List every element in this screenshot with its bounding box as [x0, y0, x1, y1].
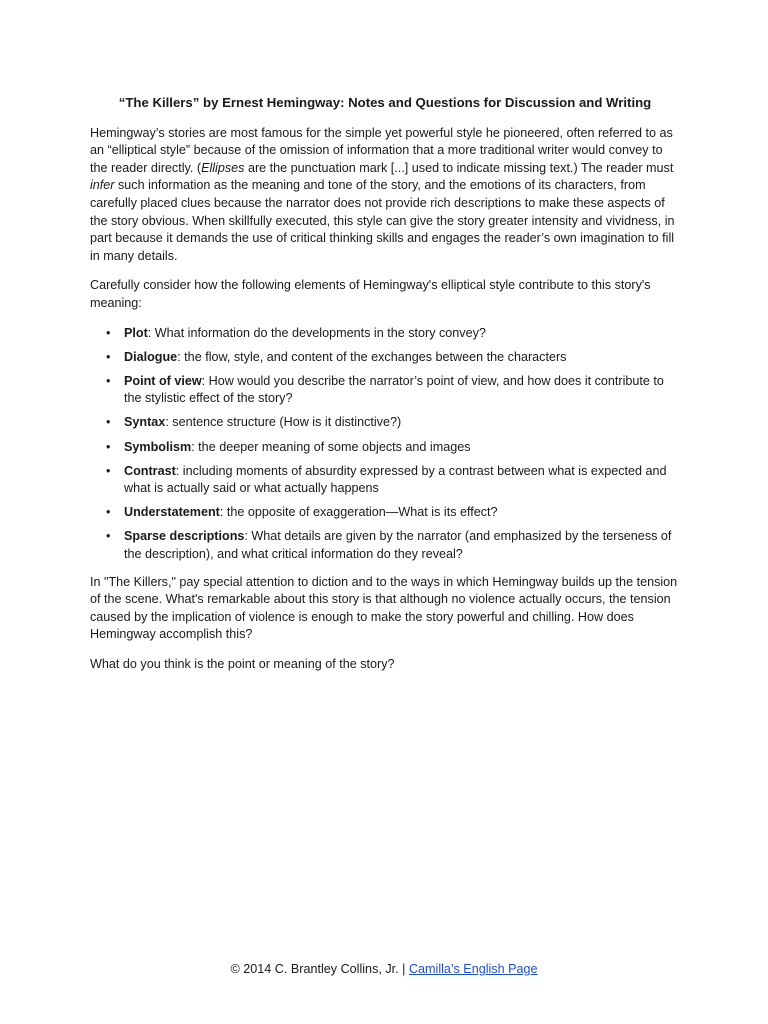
term-plot: Plot: [124, 325, 148, 340]
style-elements-list: [90, 325, 680, 564]
intro-text-2: are the punctuation mark [...] used to indicate missing text.) The reader must: [244, 160, 674, 175]
description-plot: : What information do the developments in the story convey?: [147, 325, 486, 340]
document-page: [90, 94, 680, 686]
list-item-sparse-descriptions: [114, 528, 680, 563]
list-item-plot: [114, 325, 680, 343]
consider-paragraph: Carefully consider how the following elements of Hemingway's elliptical style contribute to this story's meaning:: [90, 278, 651, 310]
copyright-text: © 2014 C. Brantley Collins, Jr. |: [230, 962, 409, 976]
killers-paragraph: In "The Killers," pay special attention to diction and to the ways in which Hemingway builds up the tension of the scene. What's remarkable about this story is that although no violence actually occurs, the tension caused by the implication of violence is enough to make the story powerful and chilling. How does Hemingway accomplish this?: [90, 574, 678, 642]
term-syntax: Syntax: [124, 415, 166, 430]
description-symbolism: : the deeper meaning of some objects and images: [191, 439, 471, 454]
intro-text-1: Hemingway’s stories are most famous for the simple yet powerful style he pioneered, often referred to as an “elliptical style” because of the omission of information that a more traditional writer would convey to the reader directly. (: [90, 125, 673, 175]
term-understatement: Understatement: [124, 505, 220, 520]
list-item-dialogue: [114, 349, 680, 367]
list-item-understatement: [114, 504, 680, 522]
description-contrast: : including moments of absurdity expressed by a contrast between what is expected and what is actually said or what actually happens: [124, 463, 667, 496]
camillas-english-page-link[interactable]: Camilla’s English Page: [408, 962, 538, 976]
document-title: “The Killers” by Ernest Hemingway: Notes and Questions for Discussion and Writing: [118, 95, 652, 110]
term-contrast: Contrast: [124, 463, 176, 478]
list-item-point-of-view: [114, 373, 680, 408]
term-dialogue: Dialogue: [124, 349, 178, 364]
term-sparse-descriptions: Sparse descriptions: [124, 529, 245, 544]
description-point-of-view: : How would you describe the narrator’s point of view, and how does it contribute to the stylistic effect of the story?: [124, 373, 664, 406]
description-sparse-descriptions: : What details are given by the narrator (and emphasized by the terseness of the description), and what critical information do they reveal?: [124, 529, 672, 561]
list-item-contrast: [114, 463, 680, 498]
term-point-of-view: Point of view: [124, 373, 202, 388]
list-item-syntax: [114, 414, 680, 432]
intro-paragraph: [90, 125, 680, 266]
list-item-symbolism: [114, 439, 680, 457]
intro-text-3: such information as the meaning and tone of the story, and the emotions of its characters, from carefully placed clues because the narrator does not provide rich descriptions to make these aspects of the story obvious. When skillfully executed, this style can give the story greater intensity and vividness, in part because it demands the use of critical thinking skills and engages the reader’s own imagination to fill in many details.: [90, 178, 675, 263]
page-footer: [0, 961, 768, 978]
infer-term: infer: [90, 178, 115, 193]
description-understatement: : the opposite of exaggeration—What is its effect?: [219, 505, 498, 520]
term-symbolism: Symbolism: [124, 439, 192, 454]
description-dialogue: : the flow, style, and content of the exchanges between the characters: [177, 349, 567, 364]
ellipses-term: Ellipses: [201, 160, 245, 175]
description-syntax: : sentence structure (How is it distinctive?): [165, 415, 402, 430]
meaning-question: What do you think is the point or meaning of the story?: [90, 656, 395, 671]
